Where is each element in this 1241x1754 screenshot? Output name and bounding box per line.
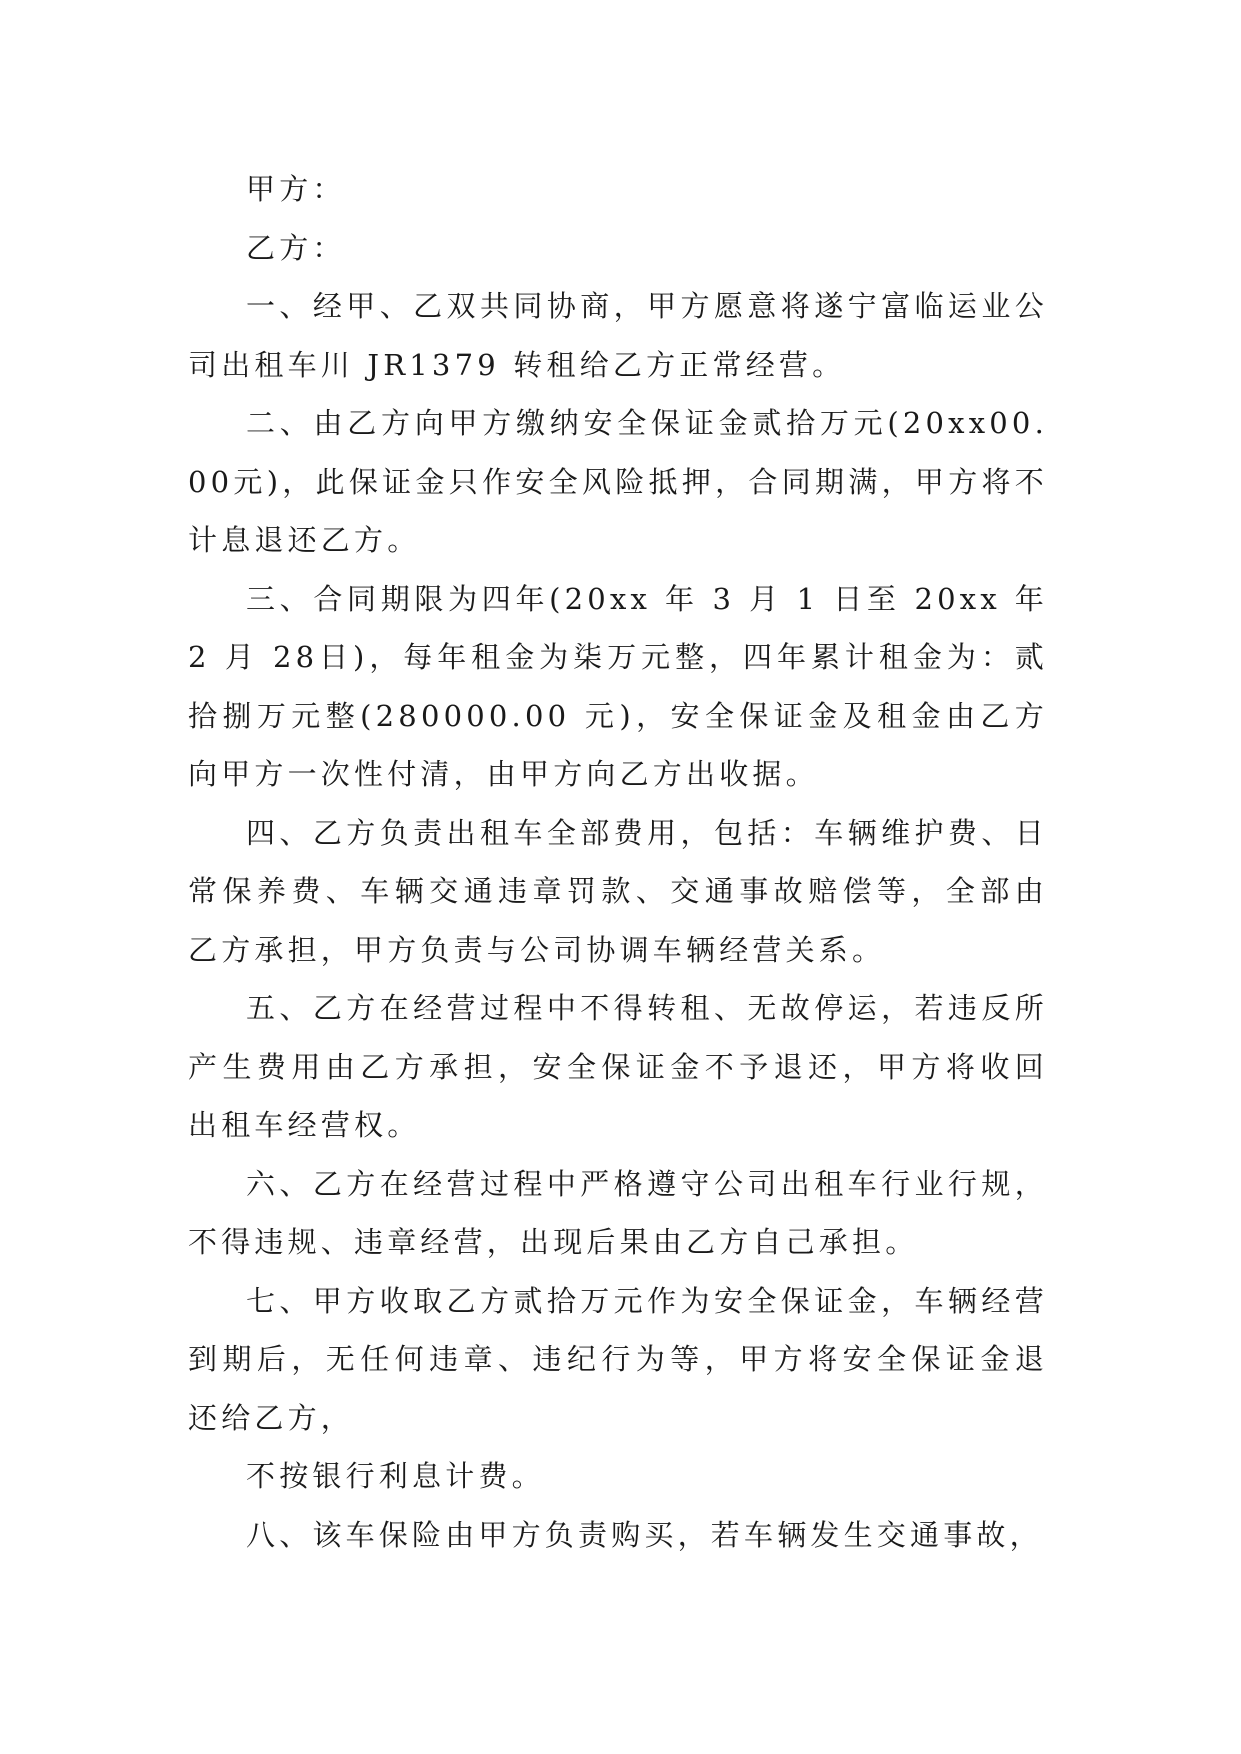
clause-5: 五、乙方在经营过程中不得转租、无故停运，若违反所产生费用由乙方承担，安全保证金不予退还，甲方将收回出租车经营权。 [188,991,1048,1142]
clause-2: 二、由乙方向甲方缴纳安全保证金贰拾万元(20xx00.00元)，此保证金只作安全风险抵押，合同期满，甲方将不计息退还乙方。 [188,406,1048,557]
party-b-label: 乙方： [246,230,346,265]
document-body [188,160,1048,1564]
clause-8: 八、该车保险由甲方负责购买，若车辆发生交通事故， [246,1517,1043,1552]
party-a-label: 甲方： [246,172,346,206]
clause-1: 一、经甲、乙双共同协商，甲方愿意将遂宁富临运业公司出租车川 JR1379 转租给乙方正常经营。 [188,289,1048,382]
clause-7: 七、甲方收取乙方贰拾万元作为安全保证金，车辆经营到期后，无任何违章、违纪行为等，甲方将安全保证金退还给乙方， [188,1283,1048,1435]
clause-6: 六、乙方在经营过程中严格遵守公司出租车行业行规，不得违规、违章经营，出现后果由乙方自己承担。 [188,1166,1048,1259]
clause-3: 三、合同期限为四年(20xx 年 3 月 1 日至 20xx 年 2 月 28日)，每年租金为柒万元整，四年累计租金为：贰拾捌万元整(280000.00 元)，安全保证金及租金由乙方向甲方一次性付清，由甲方向乙方出收据。 [188,581,1048,791]
clause-4: 四、乙方负责出租车全部费用，包括：车辆维护费、日常保养费、车辆交通违章罚款、交通事故赔偿等，全部由乙方承担，甲方负责与公司协调车辆经营关系。 [188,815,1048,967]
clause-7-continued: 不按银行利息计费。 [246,1459,545,1493]
